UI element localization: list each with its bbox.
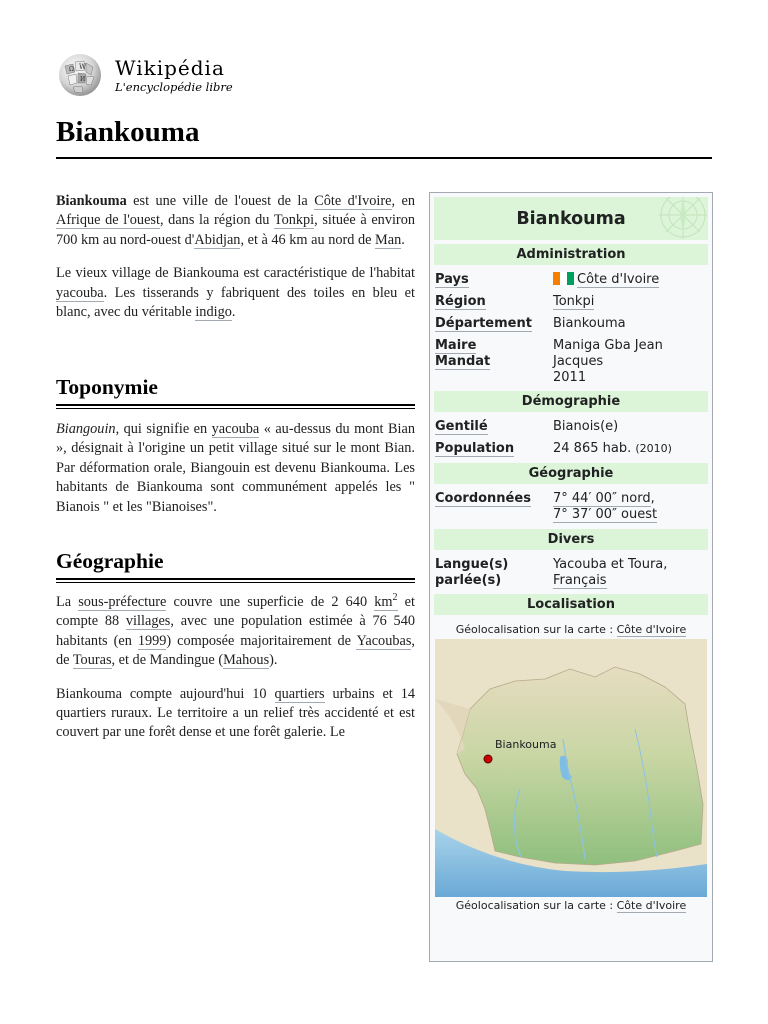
svg-text:И: И — [80, 76, 86, 83]
infobox-title: Biankouma — [516, 209, 626, 229]
map-caption-bottom: Géolocalisation sur la carte : Côte d'Ivoire — [455, 899, 687, 912]
link-km2[interactable]: $km^2$ — [374, 592, 398, 610]
value-gentile: Bianois(e) — [553, 419, 619, 434]
label-gentile[interactable]: Gentilé — [435, 419, 488, 434]
link-map-caption-top[interactable]: Côte d'Ivoire — [616, 623, 687, 636]
value-pays — [553, 272, 708, 288]
heading-geographie: Géographie — [56, 549, 164, 573]
label-departement[interactable]: Département — [435, 316, 532, 331]
link-quartiers[interactable]: quartiers — [274, 685, 325, 702]
intro-paragraph-2: Le vieux village de Biankouma est caractéristique de l'habitat yacouba. Les tisserands y fabriquent des toiles en bleu et blanc, avec du véritable indigo. — [56, 265, 415, 321]
link-afrique-ouest[interactable]: Afrique de l'ouest — [56, 212, 160, 229]
link-yacouba[interactable]: yacouba — [56, 284, 104, 301]
label-population[interactable]: Population — [435, 441, 515, 456]
label-pays[interactable]: Pays — [435, 272, 469, 287]
infobox-section-demographie: Démographie — [434, 391, 708, 412]
intro-section — [56, 192, 415, 322]
link-francais[interactable]: Français — [553, 573, 607, 588]
link-yacoubas[interactable]: Yacoubas — [356, 632, 412, 649]
label-langues: Langue(s) parlée(s) — [435, 557, 509, 588]
intro-paragraph-1: Biankouma est une ville de l'ouest de la Côte d'Ivoire, en Afrique de l'ouest, dans la région du Tonkpi, située à environ 700 km au nord-ouest d'Abidjan, et à 46 km au nord de Man. — [56, 193, 416, 248]
flag-cote-divoire-icon — [553, 272, 574, 285]
link-map-caption-bottom[interactable]: Côte d'Ivoire — [616, 899, 687, 912]
label-mandat[interactable]: Mandat — [435, 354, 491, 369]
link-mahous[interactable]: Mahous — [223, 652, 270, 669]
svg-text:W: W — [79, 63, 87, 71]
map-location-marker[interactable] — [484, 755, 492, 763]
value-departement: Biankouma — [553, 316, 626, 331]
value-maire: Maniga Gba Jean Jacques 2011 — [553, 338, 708, 386]
link-coord-lon[interactable]: 7° 37′ 00″ ouest — [553, 507, 658, 522]
value-region — [553, 294, 708, 310]
infobox-section-geographie: Géographie — [434, 463, 708, 484]
location-map[interactable] — [435, 639, 707, 897]
wikipedia-logo[interactable] — [55, 52, 315, 102]
title-divider — [56, 157, 712, 159]
link-tonkpi[interactable]: Tonkpi — [273, 212, 315, 229]
map-cote-divoire-land — [457, 667, 703, 865]
label-maire[interactable]: Maire — [435, 338, 477, 353]
infobox — [429, 192, 713, 962]
value-langues: Yacouba et Toura, Français — [553, 557, 668, 588]
svg-text:Ω: Ω — [69, 66, 74, 73]
link-pays-value[interactable]: Côte d'Ivoire — [577, 272, 660, 287]
value-coordonnees: 7° 44′ 00″ nord, 7° 37′ 00″ ouest — [553, 491, 658, 522]
infobox-section-divers: Divers — [434, 529, 708, 550]
geographie-section — [56, 593, 415, 743]
value-mandat: 2011 — [553, 370, 587, 385]
link-touras[interactable]: Touras — [72, 652, 112, 669]
link-sous-prefecture[interactable]: sous-préfecture — [78, 594, 167, 610]
site-tagline: L'encyclopédie libre — [115, 80, 233, 94]
link-region-value[interactable]: Tonkpi — [553, 294, 595, 309]
heading-toponymie: Toponymie — [56, 375, 158, 399]
link-man[interactable]: Man — [375, 231, 402, 248]
wikipedia-globe-icon — [55, 52, 105, 98]
toponymie-paragraph: Biangouin, qui signifie en yacouba « au-dessus du mont Bian », désignait à l'origine un petit village situé sur le mont Bian. Par déformation orale, Biangouin est devenu Biankouma. Les habitants de Biankouma sont communément appelés les " Bianois " et les "Bianoises". — [56, 421, 415, 515]
page-title: Biankouma — [56, 116, 200, 148]
site-name: Wikipédia — [115, 56, 225, 80]
link-villages[interactable]: villages — [125, 613, 171, 630]
link-cote-divoire[interactable]: Côte d'Ivoire — [314, 193, 392, 209]
infobox-section-administration: Administration — [434, 244, 708, 265]
infobox-section-localisation: Localisation — [434, 594, 708, 615]
link-1999[interactable]: 1999 — [137, 632, 167, 649]
link-abidjan[interactable]: Abidjan — [194, 231, 241, 248]
label-coordonnees[interactable]: Coordonnées — [435, 491, 531, 506]
link-indigo[interactable]: indigo — [195, 304, 232, 321]
heading-geographie-rule — [56, 578, 415, 583]
geographie-paragraph-1: La sous-préfecture couvre une superficie de 2 640 $km^2$ et compte 88 villages, avec une population estimée à 76 540 habitants (en 1999) composée majoritairement de Yacoubas, de Touras, et de Mandingue (Mahous). — [56, 592, 416, 669]
toponymie-section — [56, 420, 415, 517]
geographie-paragraph-2: Biankouma compte aujourd'hui 10 quartiers urbains et 14 quartiers ruraux. Le territoire a un relief très accidenté et est couvert par une forêt dense et une forêt galerie. Le — [56, 685, 415, 741]
map-caption-top: Géolocalisation sur la carte : Côte d'Ivoire — [455, 623, 687, 636]
map-marker-label: Biankouma — [495, 738, 557, 751]
link-yacouba-2[interactable]: yacouba — [211, 421, 260, 437]
heading-toponymie-rule — [56, 404, 415, 409]
link-coord-lat[interactable]: 7° 44′ 00″ nord — [553, 491, 651, 506]
value-population: 24 865 hab. (2010) — [553, 441, 672, 456]
intro-bold-term: Biankouma — [56, 193, 127, 209]
label-region[interactable]: Région — [435, 294, 486, 309]
infobox-title-bar — [434, 197, 708, 240]
